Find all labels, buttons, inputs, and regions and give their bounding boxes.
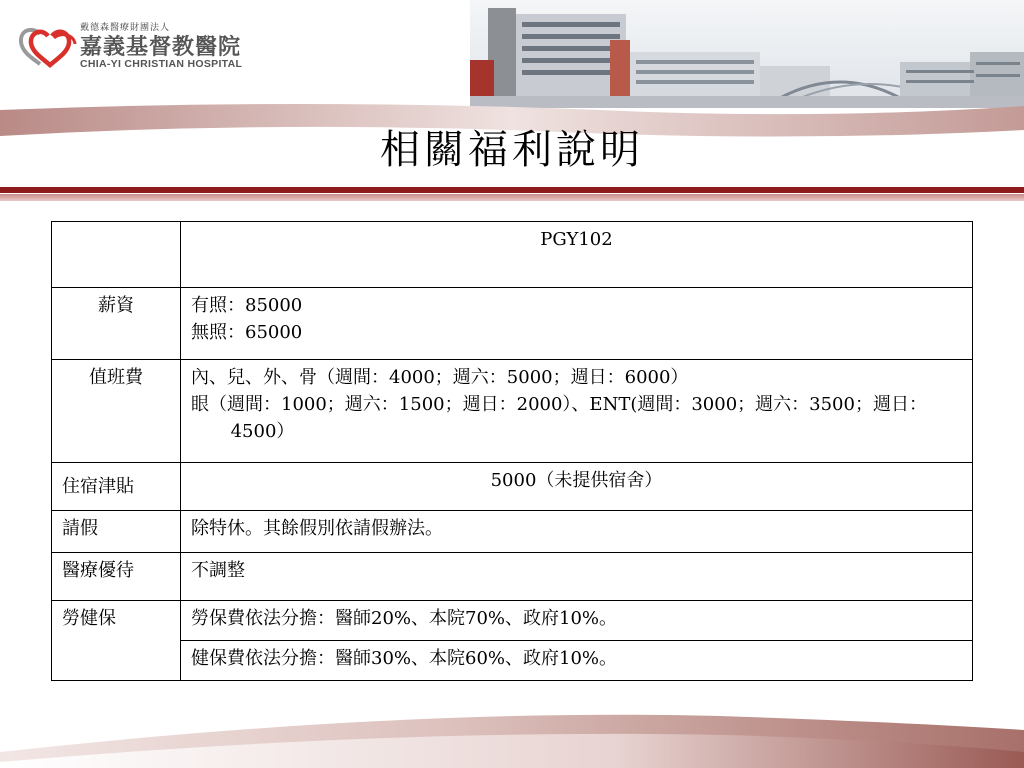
row-value	[181, 360, 973, 462]
table-corner-cell	[52, 222, 181, 288]
title-divider-light	[0, 194, 1024, 201]
row-value-line: 眼（週間：1000；週六：1500；週日：2000）、ENT(週間：3000；週六：3500；週日：4500）	[191, 394, 927, 443]
table-header-cell: PGY102	[181, 222, 973, 288]
table-row-medical	[52, 552, 973, 600]
hospital-logo	[18, 18, 258, 78]
row-value-line: 內、兒、外、骨（週間：4000；週六：5000；週日：6000）	[191, 367, 689, 389]
heart-logo-icon	[18, 24, 80, 68]
row-value-line: 有照：85000	[191, 295, 303, 317]
row-value: 健保費依法分擔：醫師30%、本院60%、政府10%。	[181, 640, 973, 680]
benefits-table	[51, 221, 973, 681]
row-label: 勞健保	[52, 600, 181, 680]
row-value-line: 無照：65000	[191, 322, 303, 344]
row-value	[181, 288, 973, 360]
table-row-duty-fee	[52, 360, 973, 462]
table-row-housing	[52, 462, 973, 510]
row-label: 請假	[52, 510, 181, 552]
row-value: 勞保費依法分擔：醫師20%、本院70%、政府10%。	[181, 600, 973, 640]
hospital-building-photo	[470, 0, 1024, 108]
title-divider-dark	[0, 187, 1024, 193]
table-row-salary	[52, 288, 973, 360]
row-label: 醫療優待	[52, 552, 181, 600]
row-value: 5000（未提供宿舍）	[181, 462, 973, 510]
table-header-row	[52, 222, 973, 288]
row-value: 不調整	[181, 552, 973, 600]
row-label: 薪資	[52, 288, 181, 360]
table-row-leave	[52, 510, 973, 552]
logo-hospital-name: 嘉義基督教醫院	[80, 35, 242, 60]
decorative-swoosh-bottom	[0, 700, 1024, 768]
logo-hospital-name-en: CHIA-YI CHRISTIAN HOSPITAL	[80, 58, 243, 70]
page-title: 相關福利說明	[380, 127, 644, 173]
row-label: 值班費	[52, 360, 181, 462]
row-value: 除特休。其餘假別依請假辦法。	[181, 510, 973, 552]
logo-foundation-name: 戴德森醫療財團法人	[80, 23, 171, 33]
row-label: 住宿津貼	[52, 462, 181, 510]
table-row-insurance-labor	[52, 600, 973, 640]
table-row-insurance-health	[52, 640, 973, 680]
